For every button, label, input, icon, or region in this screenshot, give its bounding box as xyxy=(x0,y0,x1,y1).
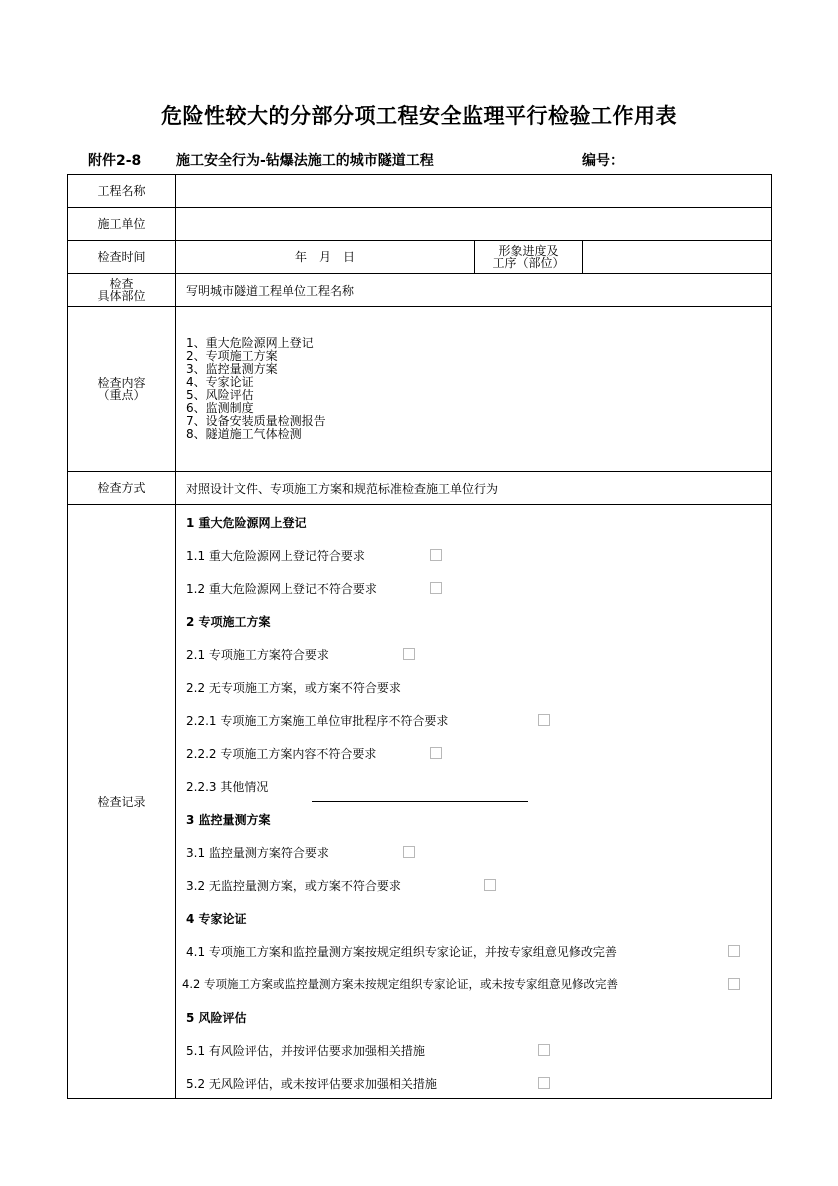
inspect-date-field[interactable]: 年 月 日 xyxy=(176,241,475,273)
number-label: 编号： xyxy=(582,153,624,169)
record-item: 3.1 监控量测方案符合要求 xyxy=(186,846,329,860)
record-section-heading: 4 专家论证 xyxy=(186,912,247,926)
row-contractor xyxy=(68,208,771,241)
record-item: 5.2 无风险评估，或未按评估要求加强相关措施 xyxy=(186,1077,437,1091)
progress-label-line2: 工序（部位） xyxy=(492,256,565,270)
content-item: 2、专项施工方案 xyxy=(186,349,278,363)
content-list xyxy=(186,337,326,441)
record-section-heading: 1 重大危险源网上登记 xyxy=(186,516,307,530)
record-item: 1.1 重大危险源网上登记符合要求 xyxy=(186,549,365,563)
other-situation-blank-line[interactable] xyxy=(312,801,528,802)
checkbox[interactable] xyxy=(538,1044,550,1056)
method-value: 对照设计文件、专项施工方案和规范标准检查施工单位行为 xyxy=(186,481,499,496)
content-item: 3、监控量测方案 xyxy=(186,362,278,376)
content-item: 7、设备安装质量检测报告 xyxy=(186,414,326,428)
record-item: 2.2.1 专项施工方案施工单位审批程序不符合要求 xyxy=(186,714,449,728)
checkbox[interactable] xyxy=(538,714,550,726)
content-item: 8、隧道施工气体检测 xyxy=(186,427,302,441)
checkbox[interactable] xyxy=(728,945,740,957)
record-item: 2.2.2 专项施工方案内容不符合要求 xyxy=(186,747,377,761)
record-item: 3.2 无监控量测方案，或方案不符合要求 xyxy=(186,879,401,893)
checkbox[interactable] xyxy=(728,978,740,990)
location-label-line1: 检查 xyxy=(109,277,134,291)
content-label-line1: 检查内容 xyxy=(97,376,146,390)
project-name-field[interactable] xyxy=(186,175,766,207)
checkbox[interactable] xyxy=(430,582,442,594)
contractor-label: 施工单位 xyxy=(68,208,176,240)
checkbox[interactable] xyxy=(430,747,442,759)
project-name-label: 工程名称 xyxy=(68,175,176,207)
progress-label xyxy=(475,241,583,273)
record-item: 1.2 重大危险源网上登记不符合要求 xyxy=(186,582,377,596)
attachment-number: 附件2-8 xyxy=(88,153,142,169)
record-section-heading: 5 风险评估 xyxy=(186,1011,247,1025)
record-item: 5.1 有风险评估，并按评估要求加强相关措施 xyxy=(186,1044,425,1058)
checkbox[interactable] xyxy=(403,846,415,858)
content-item: 4、专家论证 xyxy=(186,375,254,389)
record-item: 4.2 专项施工方案或监控量测方案未按规定组织专家论证，或未按专家组意见修改完善 xyxy=(182,977,618,991)
record-item: 2.2 无专项施工方案，或方案不符合要求 xyxy=(186,681,401,695)
row-content xyxy=(68,307,771,472)
form-title: 危险性较大的分部分项工程安全监理平行检验工作用表 xyxy=(161,104,677,128)
progress-label-line1: 形象进度及 xyxy=(498,244,559,258)
row-location xyxy=(68,274,771,307)
checkbox[interactable] xyxy=(538,1077,550,1089)
row-method xyxy=(68,472,771,505)
contractor-field[interactable] xyxy=(186,208,766,240)
inspect-time-label: 检查时间 xyxy=(68,241,176,273)
row-record xyxy=(68,505,771,1099)
location-field[interactable]: 写明城市隧道工程单位工程名称 xyxy=(186,283,355,298)
progress-field[interactable] xyxy=(583,241,771,273)
checkbox[interactable] xyxy=(430,549,442,561)
inspection-table xyxy=(67,174,772,1099)
row-inspect-time xyxy=(68,241,771,274)
content-label-line2: （重点） xyxy=(97,388,146,402)
content-item: 6、监测制度 xyxy=(186,401,254,415)
checkbox[interactable] xyxy=(403,648,415,660)
row-project-name xyxy=(68,175,771,208)
content-item: 1、重大危险源网上登记 xyxy=(186,336,314,350)
record-item: 4.1 专项施工方案和监控量测方案按规定组织专家论证，并按专家组意见修改完善 xyxy=(186,945,617,959)
location-label xyxy=(68,274,176,306)
record-section-heading: 3 监控量测方案 xyxy=(186,813,271,827)
content-label xyxy=(68,307,176,471)
record-label: 检查记录 xyxy=(68,505,176,1099)
content-item: 5、风险评估 xyxy=(186,388,254,402)
record-item: 2.1 专项施工方案符合要求 xyxy=(186,648,329,662)
method-label: 检查方式 xyxy=(68,472,176,504)
form-subtitle: 施工安全行为-钻爆法施工的城市隧道工程 xyxy=(176,153,434,169)
record-section-heading: 2 专项施工方案 xyxy=(186,615,271,629)
checkbox[interactable] xyxy=(484,879,496,891)
record-item: 2.2.3 其他情况 xyxy=(186,780,269,794)
location-label-line2: 具体部位 xyxy=(97,289,146,303)
